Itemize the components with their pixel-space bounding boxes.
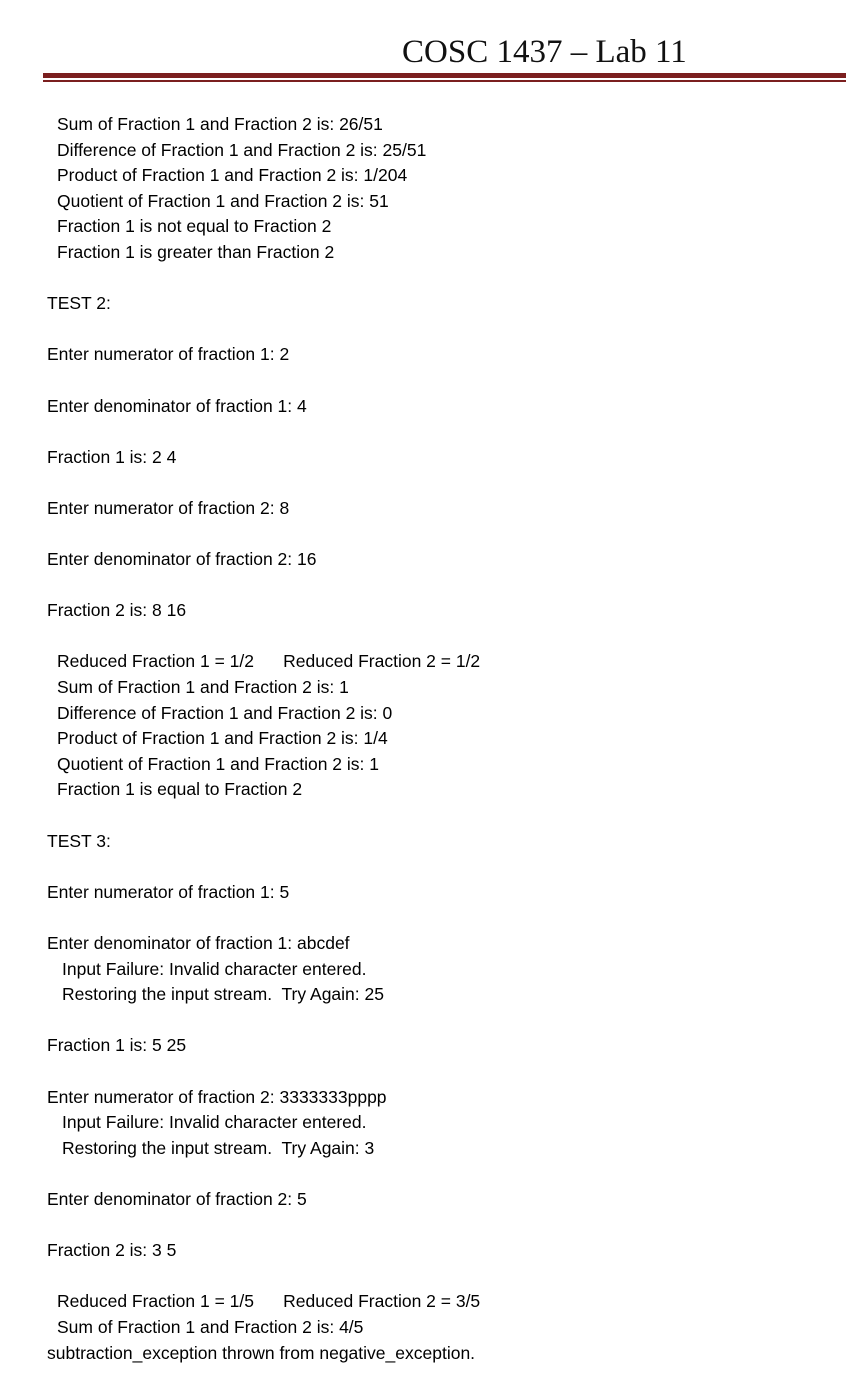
output-line: Product of Fraction 1 and Fraction 2 is: 1/4 <box>57 728 388 749</box>
output-line: Fraction 1 is equal to Fraction 2 <box>57 779 303 800</box>
output-line: Fraction 1 is: 5 25 <box>47 1035 187 1056</box>
blank-line <box>0 803 846 829</box>
console-output <box>0 112 846 1366</box>
blank-line <box>0 522 846 548</box>
blank-line <box>0 905 846 931</box>
output-line: Quotient of Fraction 1 and Fraction 2 is: 1 <box>57 753 379 774</box>
output-line: subtraction_exception thrown from negative_exception. <box>47 1342 476 1363</box>
blank-line <box>0 573 846 599</box>
output-line: Enter numerator of fraction 1: 2 <box>47 344 290 365</box>
output-line: Sum of Fraction 1 and Fraction 2 is: 26/51 <box>57 114 383 134</box>
output-line: Fraction 2 is: 8 16 <box>47 600 187 621</box>
page-header <box>0 0 846 90</box>
blank-line <box>0 1213 846 1239</box>
blank-line <box>0 1264 846 1290</box>
output-line: Reduced Fraction 1 = 1/5 Reduced Fraction 2 = 3/5 <box>57 1291 481 1312</box>
output-line: Enter numerator of fraction 1: 5 <box>47 881 290 902</box>
output-line: TEST 2: <box>47 293 111 314</box>
blank-line <box>0 317 846 343</box>
output-line: Fraction 1 is: 2 4 <box>47 446 177 467</box>
output-line: Enter denominator of fraction 1: 4 <box>47 395 307 416</box>
output-line: TEST 3: <box>47 830 111 851</box>
output-line: Restoring the input stream. Try Again: 25 <box>62 984 384 1005</box>
blank-line <box>0 470 846 496</box>
output-line: Input Failure: Invalid character entered. <box>62 1112 367 1133</box>
output-line: Sum of Fraction 1 and Fraction 2 is: 1 <box>57 677 349 698</box>
output-line: Enter denominator of fraction 1: abcdef <box>47 933 350 953</box>
output-line: Fraction 1 is not equal to Fraction 2 <box>57 216 332 237</box>
blank-line <box>0 1161 846 1187</box>
output-line: Enter numerator of fraction 2: 3333333pppp <box>47 1086 387 1107</box>
output-line: Input Failure: Invalid character entered. <box>62 958 367 979</box>
blank-line <box>0 854 846 880</box>
blank-line <box>0 266 846 292</box>
blank-line <box>0 419 846 445</box>
header-rule-thin <box>43 80 846 82</box>
output-line: Fraction 2 is: 3 5 <box>47 1240 177 1261</box>
output-line: Product of Fraction 1 and Fraction 2 is: 1/204 <box>57 165 408 186</box>
blank-line <box>0 1059 846 1085</box>
blank-line <box>0 1008 846 1034</box>
output-line: Fraction 1 is greater than Fraction 2 <box>57 241 335 262</box>
output-line: Difference of Fraction 1 and Fraction 2 is: 25/51 <box>57 139 427 160</box>
output-line: Enter denominator of fraction 2: 5 <box>47 1188 307 1209</box>
output-line: Enter denominator of fraction 2: 16 <box>47 549 317 570</box>
output-line: Quotient of Fraction 1 and Fraction 2 is: 51 <box>57 190 389 211</box>
document-title: COSC 1437 – Lab 11 <box>402 34 687 70</box>
output-line: Enter numerator of fraction 2: 8 <box>47 497 290 518</box>
header-rule-thick <box>43 73 846 78</box>
blank-line <box>0 624 846 650</box>
output-line: Difference of Fraction 1 and Fraction 2 is: 0 <box>57 702 393 723</box>
blank-line <box>0 368 846 394</box>
output-line: Sum of Fraction 1 and Fraction 2 is: 4/5 <box>57 1316 364 1337</box>
output-line: Reduced Fraction 1 = 1/2 Reduced Fraction 2 = 1/2 <box>57 651 481 672</box>
output-line: Restoring the input stream. Try Again: 3 <box>62 1137 375 1158</box>
